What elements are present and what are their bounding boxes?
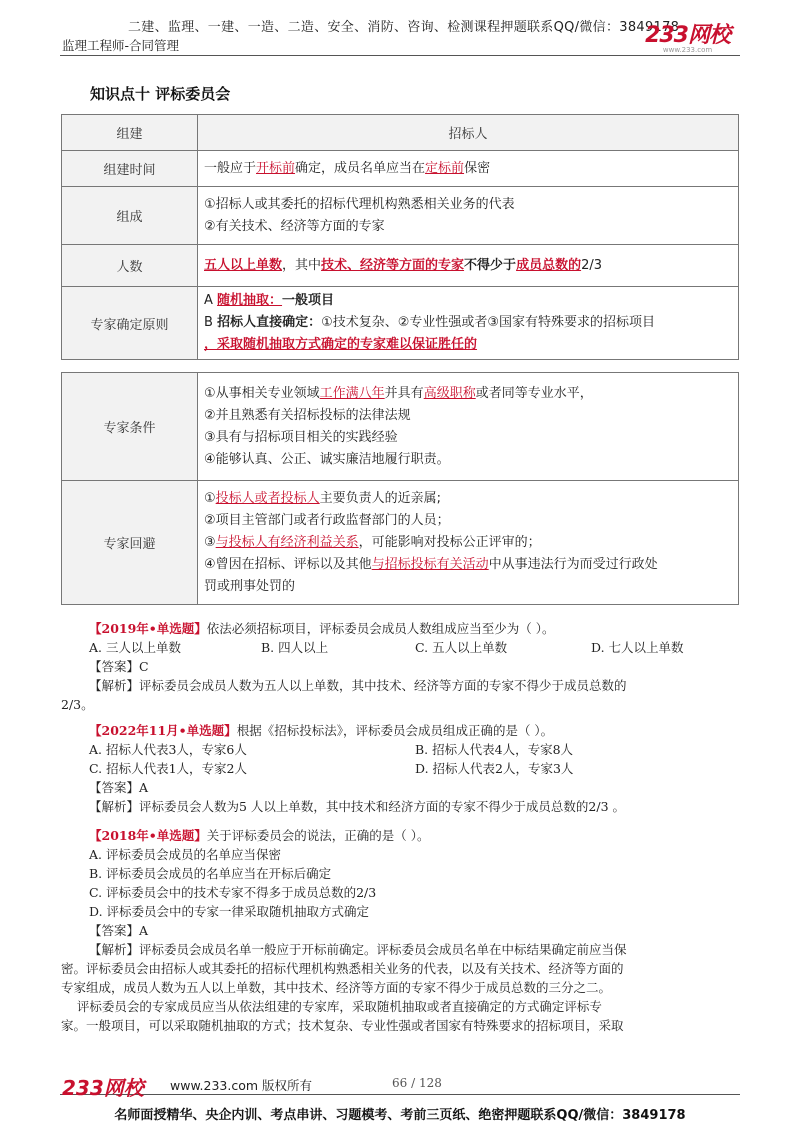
row-content: 五人以上单数，其中技术、经济等方面的专家不得少于成员总数的2/3 [198,245,739,287]
question-stem: 根据《招标投标法》，评标委员会成员组成正确的是（ ）。 [236,723,554,738]
analysis: 【解析】评标委员会成员人数为五人以上单数，其中技术、经济等方面的专家不得少于成员总数的 [89,678,627,693]
footer-site: www.233.com 版权所有 [170,1078,312,1093]
row-label: 人数 [62,245,198,287]
table-row [62,373,739,481]
analysis-cont: 专家组成，成员人数为五人以上单数，其中技术、经济等方面的专家不得少于成员总数的三分之二。 [61,980,612,995]
question-2022 [89,721,740,816]
header-course-title: 监理工程师-合同管理 [62,38,180,53]
row-label: 组成 [62,187,198,245]
option-b: B. 四人以上 [261,640,329,655]
footer-divider [60,1094,740,1095]
question-2019 [61,619,740,714]
row-content: A 随机抽取：一般项目 B 招标人直接确定：①技术复杂、②专业性强或者③国家有特殊要求的招标项目 ，采取随机抽取方式确定的专家难以保证胜任的 [198,287,739,360]
analysis-cont: 密。评标委员会由招标人或其委托的招标代理机构熟悉相关业务的代表，以及有关技术、经济等方面的 [61,961,624,976]
option-d: D. 招标人代表2人，专家3人 [415,761,574,776]
header-divider [60,55,740,56]
option-a: A. 招标人代表3人，专家6人 [89,742,247,757]
option-d: D. 评标委员会中的专家一律采取随机抽取方式确定 [89,904,370,919]
table-row [62,151,739,187]
row-content: ①投标人或者投标人主要负责人的近亲属; ②项目主管部门或者行政监督部门的人员； ③与投标人有经济利益关系，可能影响对投标公正评审的； ④曾因在招标、评标以及其他与招标投标有关活动中从事违法行为而受过行政处 罚或刑事处罚的 [198,481,739,605]
table-header-left: 组建 [62,115,198,151]
table-row [62,245,739,287]
answer: 【答案】A [89,923,149,938]
table-row [62,287,739,360]
option-b: B. 评标委员会成员的名单应当在开标后确定 [89,866,332,881]
question-tag: 【2018年•单选题】 [89,828,207,843]
row-label: 专家确定原则 [62,287,198,360]
analysis: 【解析】评标委员会成员名单一般应于开标前确定。评标委员会成员名单在中标结果确定前应当保 [89,942,627,957]
analysis-cont: 2/3。 [61,697,94,712]
option-a: A. 评标委员会成员的名单应当保密 [89,847,281,862]
answer: 【答案】C [89,659,149,674]
option-a: A. 三人以上单数 [89,640,181,655]
row-label: 专家回避 [62,481,198,605]
option-d: D. 七人以上单数 [591,640,684,655]
question-stem: 关于评标委员会的说法，正确的是（ ）。 [206,828,430,843]
row-content: 一般应于开标前确定，成员名单应当在定标前保密 [198,151,739,187]
table-row [62,187,739,245]
analysis-cont: 家。一般项目，可以采取随机抽取的方式；技术复杂、专业性强或者国家有特殊要求的招标项目，采取 [61,1018,624,1033]
knowledge-table-experts [61,372,739,605]
row-content: ①从事相关专业领域工作满八年并具有高级职称或者同等专业水平， ②并且熟悉有关招标投标的法律法规 ③具有与招标项目相关的实践经验 ④能够认真、公正、诚实廉洁地履行职责。 [198,373,739,481]
footer-promo-text: 名师面授精华、央企内训、考点串讲、习题模考、考前三页纸、绝密押题联系QQ/微信：3849178 [114,1108,686,1123]
option-c: C. 五人以上单数 [415,640,508,655]
table-row [62,481,739,605]
question-tag: 【2019年•单选题】 [89,621,207,636]
question-stem: 依法必须招标项目，评标委员会成员人数组成应当至少为（ ）。 [206,621,555,636]
question-2018 [61,826,740,1035]
analysis: 【解析】评标委员会人数为5 人以上单数，其中技术和经济方面的专家不得少于成员总数的2/3 。 [89,799,626,814]
answer: 【答案】A [89,780,149,795]
page-number: 66 / 128 [392,1076,442,1090]
option-c: C. 评标委员会中的技术专家不得多于成员总数的2/3 [89,885,377,900]
row-content: ①招标人或其委托的招标代理机构熟悉相关业务的代表 ②有关技术、经济等方面的专家 [198,187,739,245]
section-title: 知识点十 评标委员会 [90,85,231,103]
row-label: 专家条件 [62,373,198,481]
footer-logo: 233网校 [62,1076,144,1100]
question-tag: 【2022年11月•单选题】 [89,723,237,738]
table-header-right: 招标人 [198,115,739,151]
option-b: B. 招标人代表4人，专家8人 [415,742,574,757]
option-c: C. 招标人代表1人，专家2人 [89,761,247,776]
row-label: 组建时间 [62,151,198,187]
header-promo-text: 二建、监理、一建、一造、二造、安全、消防、咨询、检测课程押题联系QQ/微信：3849178 [128,20,680,35]
knowledge-table-composition [61,114,739,360]
brand-logo: 233网校 www.233.com [645,23,730,54]
analysis-cont: 评标委员会的专家成员应当从依法组建的专家库，采取随机抽取或者直接确定的方式确定评标专 [61,999,602,1014]
